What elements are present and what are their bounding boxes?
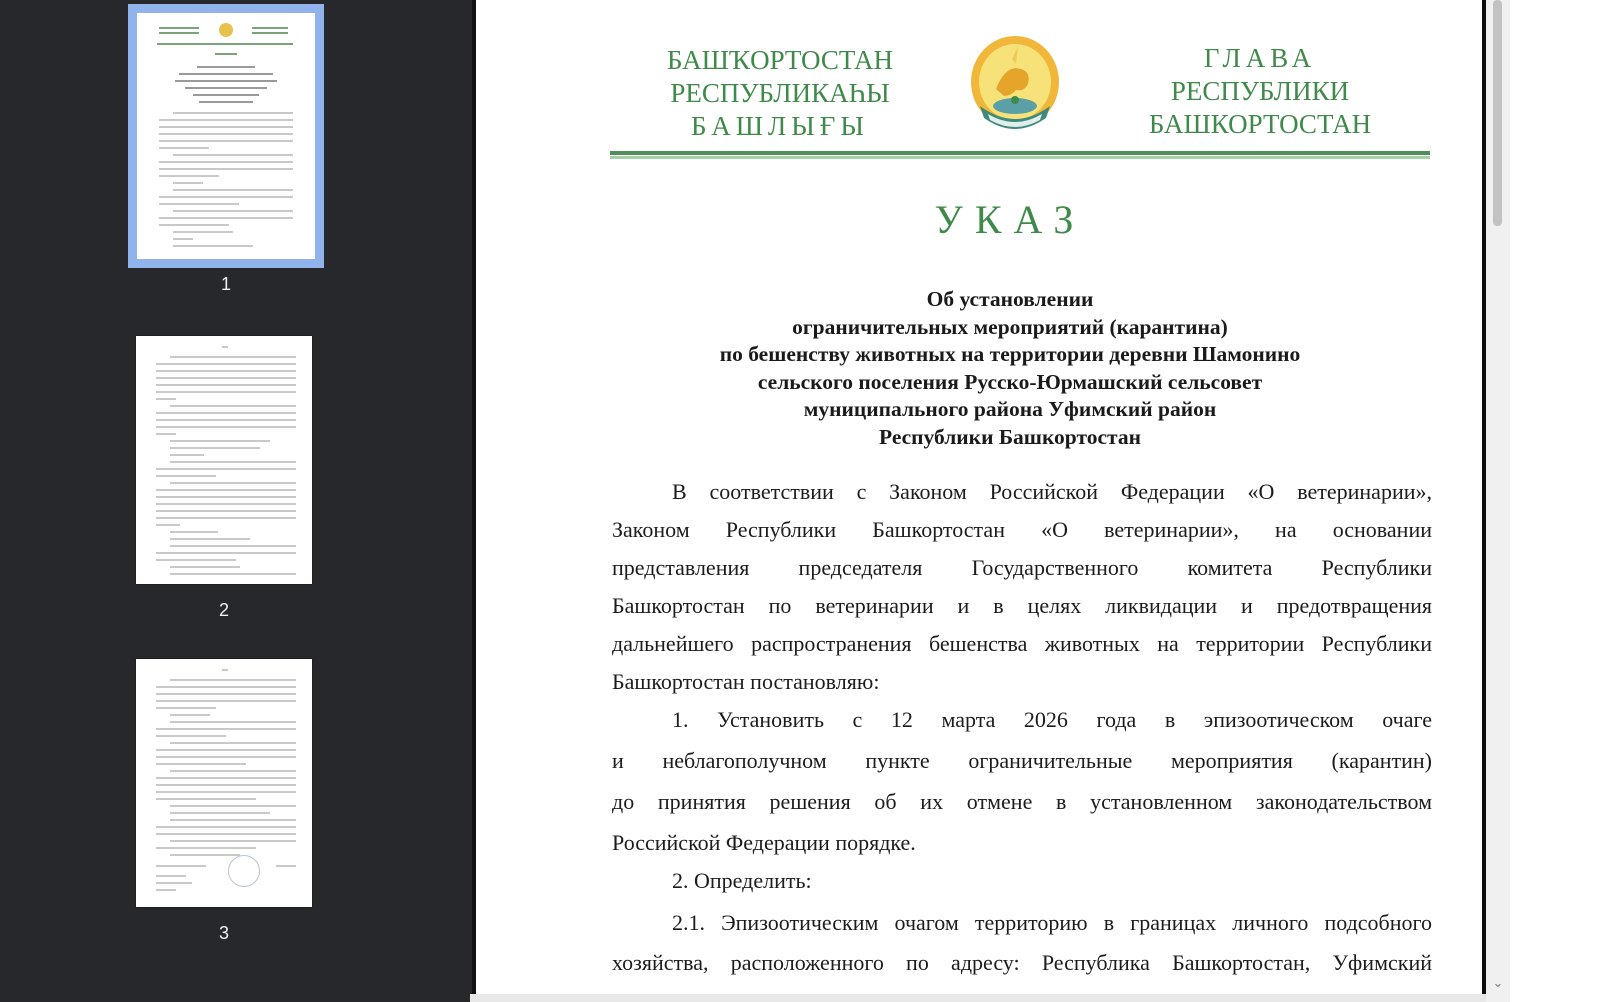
republic-emblem-icon bbox=[966, 34, 1064, 138]
text-line: 2.1. Эпизоотическим очагом территорию в границах личного подсобного bbox=[672, 910, 1432, 935]
text-line: 1. Установить с 12 марта 2026 года в эпизоотическом очаге bbox=[672, 707, 1432, 732]
title-line: Республики Башкортостан bbox=[878, 424, 1142, 449]
header-left-line-3: БАШЛЫҒЫ bbox=[691, 111, 869, 141]
text-line: Башкортостан постановляю: bbox=[612, 669, 880, 694]
document-type-heading: УКАЗ bbox=[934, 197, 1086, 242]
text-line: дальнейшего распространения бешенства животных на территории Республики bbox=[612, 631, 1432, 656]
document-title bbox=[640, 286, 1380, 451]
title-line: Об установлении bbox=[926, 287, 1094, 311]
item-2-1-paragraph bbox=[612, 903, 1432, 983]
header-right-russian bbox=[1130, 42, 1390, 141]
page-thumbnail-3[interactable] bbox=[136, 659, 312, 907]
header-left-line-2: РЕСПУБЛИКАҺЫ bbox=[670, 78, 890, 108]
chevron-down-icon[interactable]: ⌄ bbox=[1492, 976, 1504, 991]
window-margin bbox=[1510, 0, 1600, 1002]
header-left-line-1: БАШҠОРТОСТАН bbox=[666, 45, 894, 75]
title-line: ограничительных мероприятий (карантина) bbox=[792, 314, 1228, 339]
text-line: представления председателя Государственного комитета Республики bbox=[612, 555, 1432, 580]
page-number-1: 1 bbox=[220, 274, 231, 294]
text-line: В соответствии с Законом Российской Федерации «О ветеринарии», bbox=[672, 479, 1432, 504]
item-1-paragraph bbox=[612, 699, 1432, 863]
header-divider-line-light bbox=[610, 156, 1430, 159]
page-thumbnail-1[interactable] bbox=[137, 13, 315, 259]
text-line: 2. Определить: bbox=[672, 868, 812, 893]
text-line: и неблагополучном пункте ограничительные мероприятия (карантин) bbox=[612, 748, 1432, 773]
text-line: хозяйства, расположенного по адресу: Республика Башкортостан, Уфимский bbox=[612, 950, 1432, 975]
header-right-line-3: БАШКОРТОСТАН bbox=[1148, 109, 1372, 139]
header-right-line-2: РЕСПУБЛИКИ bbox=[1170, 76, 1350, 106]
page-number-2: 2 bbox=[218, 600, 229, 620]
text-line: Российской Федерации порядке. bbox=[612, 830, 916, 855]
header-right-line-1: ГЛАВА bbox=[1203, 43, 1317, 73]
preamble-paragraph bbox=[612, 473, 1432, 701]
item-2-paragraph bbox=[612, 862, 1432, 900]
header-left-bashkir bbox=[650, 44, 910, 143]
title-line: муниципального района Уфимский район bbox=[803, 397, 1217, 421]
page-gap bbox=[470, 994, 1486, 1002]
text-line: до принятия решения об их отмене в установленном законодательством bbox=[612, 789, 1432, 814]
text-line: Законом Республики Башкортостан «О ветеринарии», на основании bbox=[612, 517, 1432, 542]
page-number-3: 3 bbox=[218, 923, 229, 943]
title-line: по бешенству животных на территории деревни Шамонино bbox=[719, 342, 1301, 366]
header-divider-line bbox=[610, 151, 1430, 155]
text-line: Башкортостан по ветеринарии и в целях ликвидации и предотвращения bbox=[612, 593, 1432, 618]
title-line: сельского поселения Русско-Юрмашский сельсовет bbox=[757, 369, 1263, 394]
page-thumbnail-2[interactable] bbox=[136, 336, 312, 584]
thumbnail-sidebar bbox=[0, 0, 472, 1002]
scrollbar-thumb[interactable] bbox=[1493, 0, 1502, 226]
